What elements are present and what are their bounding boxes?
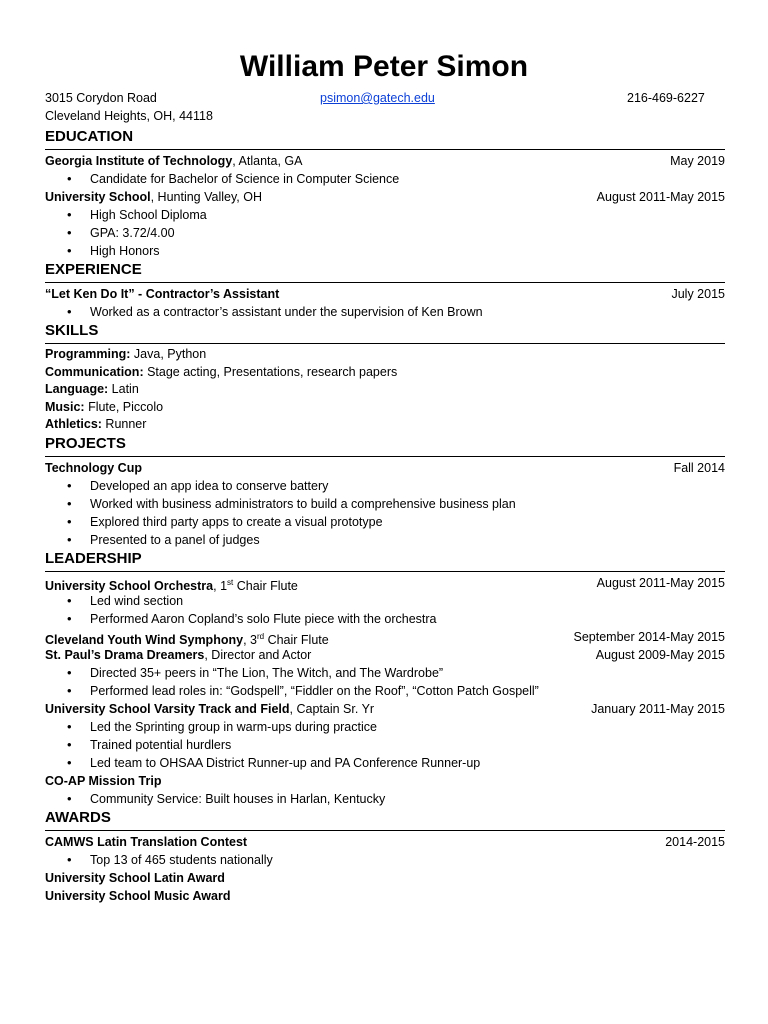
entry-org: St. Paul’s Drama Dreamers xyxy=(45,647,205,662)
entry-detail: Chair Flute xyxy=(233,579,298,594)
skill-row xyxy=(45,346,725,364)
skill-value: Flute, Piccolo xyxy=(84,399,164,414)
entry-date: 2014-2015 xyxy=(665,834,725,849)
entry-org: CAMWS Latin Translation Contest xyxy=(45,834,248,849)
bullet-item: • Worked as a contractor’s assistant under the supervision of Ken Brown xyxy=(45,303,725,321)
entry-row xyxy=(45,833,725,851)
contact-row xyxy=(45,107,725,125)
entry-date: July 2015 xyxy=(671,287,725,301)
bullet-item: • High School Diploma xyxy=(45,206,725,224)
bullet-item: • Top 13 of 465 students nationally xyxy=(45,851,725,869)
entry-org: “Let Ken Do It” - Contractor’s Assistant xyxy=(45,287,280,301)
bullet-list xyxy=(45,477,725,549)
entry-org: CO-AP Mission Trip xyxy=(45,773,162,788)
entry-date: August 2011-May 2015 xyxy=(596,190,725,204)
skill-value: Runner xyxy=(101,417,147,432)
email-link[interactable]: psimon@gatech.edu xyxy=(320,91,435,105)
entry-detail: , Hunting Valley, OH xyxy=(150,190,262,204)
contact-row xyxy=(45,89,725,107)
entry-detail: , Atlanta, GA xyxy=(232,154,303,168)
bullet-item: • Performed lead roles in: “Godspell”, “Fiddler on the Roof”, “Cotton Patch Gospell” xyxy=(45,682,725,700)
section-heading-awards: AWARDS xyxy=(45,808,725,831)
bullet-item: • Led wind section xyxy=(45,592,725,610)
entry-date: May 2019 xyxy=(670,154,725,168)
bullet-list xyxy=(45,303,725,321)
bullet-item: • Performed Aaron Copland’s solo Flute piece with the orchestra xyxy=(45,610,725,628)
entry-row xyxy=(45,574,725,592)
skill-label: Music: xyxy=(45,399,85,414)
entry-row xyxy=(45,188,725,206)
skill-label: Language: xyxy=(45,382,109,397)
entry-row xyxy=(45,869,725,887)
skill-label: Athletics: xyxy=(45,417,102,432)
skill-row xyxy=(45,364,725,382)
section-heading-projects: PROJECTS xyxy=(45,434,725,457)
bullet-item: • Directed 35+ peers in “The Lion, The Witch, and The Wardrobe” xyxy=(45,664,725,682)
entry-row xyxy=(45,628,725,646)
contact-block xyxy=(45,89,725,125)
entry-org: University School Varsity Track and Field xyxy=(45,701,290,716)
entry-detail: Chair Flute xyxy=(264,633,329,648)
entry-org: University School xyxy=(45,190,151,204)
entry-org: Cleveland Youth Wind Symphony xyxy=(45,633,244,648)
address-line-2: Cleveland Heights, OH, 44118 xyxy=(45,109,213,123)
bullet-list xyxy=(45,170,725,188)
entry-row xyxy=(45,700,725,718)
bullet-list xyxy=(45,592,725,628)
phone-number: 216-469-6227 xyxy=(627,91,705,105)
bullet-item: • Led team to OHSAA District Runner-up and PA Conference Runner-up xyxy=(45,754,725,772)
ordinal-suffix: rd xyxy=(256,631,265,641)
entry-row xyxy=(45,887,725,905)
section-heading-leadership: LEADERSHIP xyxy=(45,549,725,572)
bullet-item: • GPA: 3.72/4.00 xyxy=(45,224,725,242)
bullet-list xyxy=(45,718,725,772)
entry-org: University School Latin Award xyxy=(45,870,225,885)
bullet-item: • Led the Sprinting group in warm-ups during practice xyxy=(45,718,725,736)
bullet-item: • Developed an app idea to conserve battery xyxy=(45,477,725,495)
bullet-list xyxy=(45,851,725,869)
skill-value: Java, Python xyxy=(130,347,207,361)
entry-detail: , Captain Sr. Yr xyxy=(289,701,375,716)
resume-content xyxy=(45,127,725,905)
entry-date: September 2014-May 2015 xyxy=(573,629,725,644)
entry-org: Georgia Institute of Technology xyxy=(45,154,233,168)
skill-row xyxy=(45,381,725,399)
entry-row xyxy=(45,285,725,303)
entry-detail: , Director and Actor xyxy=(204,647,312,662)
bullet-item: • Explored third party apps to create a visual prototype xyxy=(45,513,725,531)
entry-date: January 2011-May 2015 xyxy=(591,701,725,716)
skill-row xyxy=(45,416,725,434)
candidate-name: William Peter Simon xyxy=(239,50,529,83)
entry-row xyxy=(45,772,725,790)
section-heading-education: EDUCATION xyxy=(45,127,725,150)
entry-row xyxy=(45,459,725,477)
entry-date: Fall 2014 xyxy=(673,460,725,475)
entry-row xyxy=(45,152,725,170)
entry-org: University School Music Award xyxy=(45,888,231,903)
entry-detail: , 3 xyxy=(243,633,257,648)
skill-label: Programming: xyxy=(45,347,131,361)
entry-row xyxy=(45,646,725,664)
bullet-item: • Candidate for Bachelor of Science in Computer Science xyxy=(45,170,725,188)
entry-org: Technology Cup xyxy=(45,460,142,475)
ordinal-suffix: st xyxy=(227,577,234,587)
skill-row xyxy=(45,399,725,417)
entry-date: August 2011-May 2015 xyxy=(596,575,725,590)
bullet-item: • Worked with business administrators to build a comprehensive business plan xyxy=(45,495,725,513)
entry-date: August 2009-May 2015 xyxy=(595,647,725,662)
bullet-item: • Community Service: Built houses in Harlan, Kentucky xyxy=(45,790,725,808)
skill-value: Stage acting, Presentations, research papers xyxy=(143,364,398,379)
bullet-list xyxy=(45,790,725,808)
bullet-item: • Presented to a panel of judges xyxy=(45,531,725,549)
skill-value: Latin xyxy=(108,382,139,397)
address-line-1: 3015 Corydon Road xyxy=(45,91,157,105)
skill-label: Communication: xyxy=(45,364,144,379)
section-heading-experience: EXPERIENCE xyxy=(45,260,725,283)
entry-org: University School Orchestra xyxy=(45,579,214,594)
bullet-item: • High Honors xyxy=(45,242,725,260)
entry-detail: , 1 xyxy=(213,579,228,594)
section-heading-skills: SKILLS xyxy=(45,321,725,344)
bullet-list xyxy=(45,664,725,700)
bullet-list xyxy=(45,206,725,260)
bullet-item: • Trained potential hurdlers xyxy=(45,736,725,754)
